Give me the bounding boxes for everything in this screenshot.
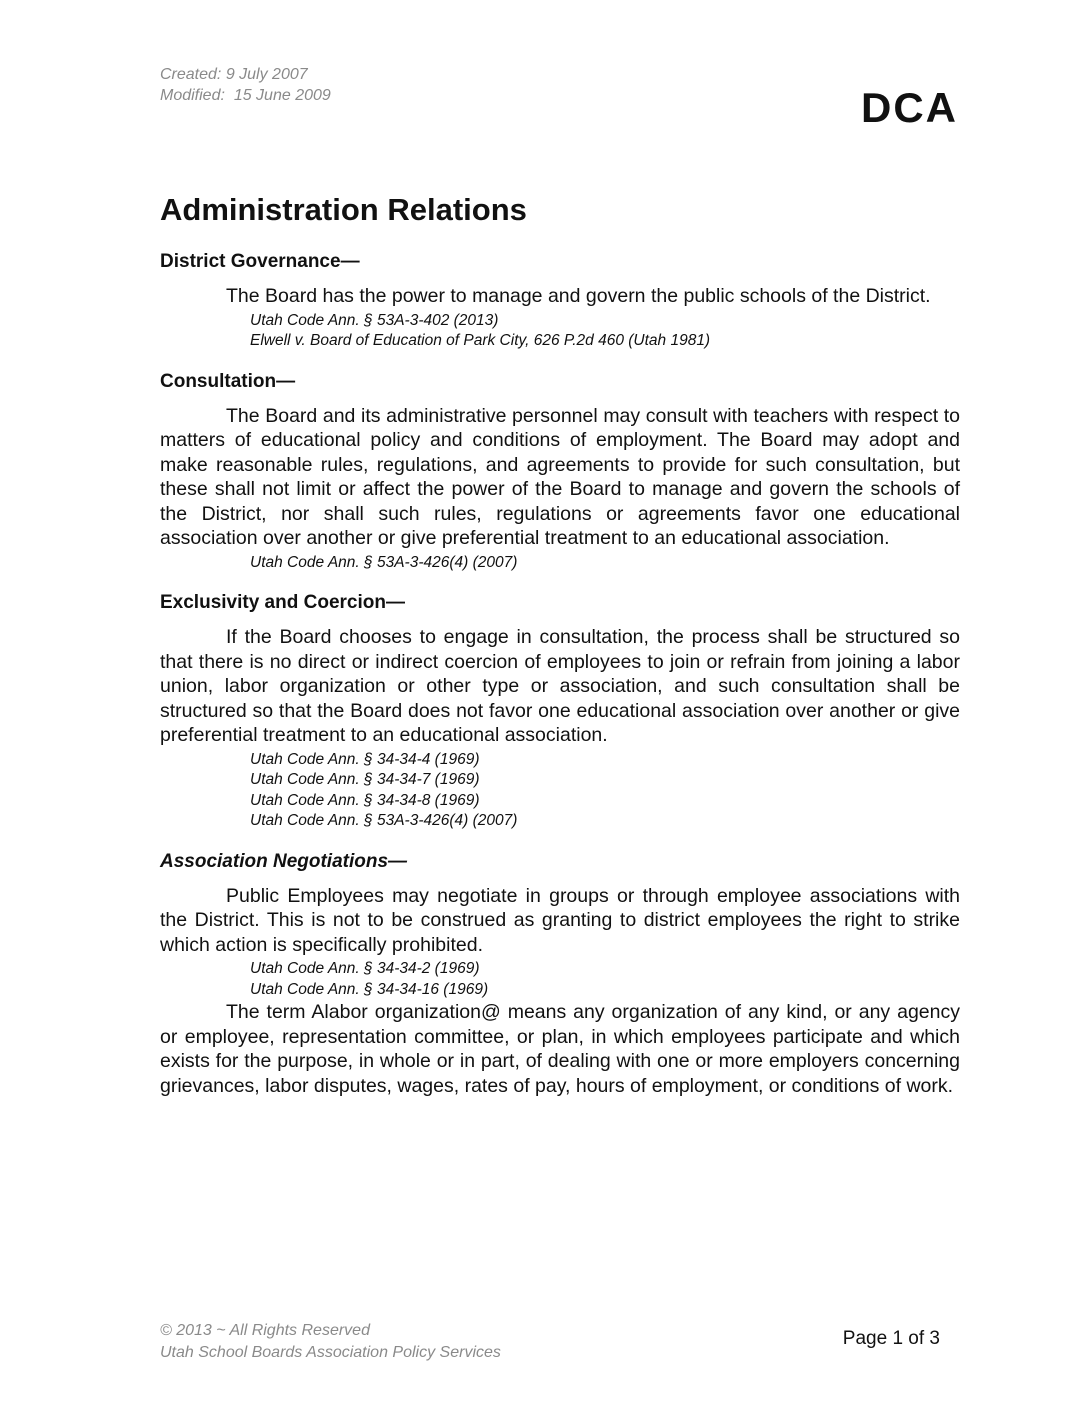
publisher-name: Utah School Boards Association Policy Services [160,1344,501,1361]
section-exclusivity-coercion [160,591,960,832]
section-paragraph: The Board has the power to manage and govern the public schools of the District. [226,285,931,307]
section-paragraph: The Board and its administrative personnel may consult with teachers with respect to matters of educational policy and conditions of employment. The Board may adopt and make reasonable rules, regulations, and agreements to provide for such consultation, but these shall not limit or affect the power of the Board to manage and govern the schools of the District, nor shall such rules, regulations or agreements favor one educational association over another or give preferential treatment to an educational association. [160,404,960,549]
section-heading: Consultation— [160,370,296,392]
citation: Utah Code Ann. § 34-34-4 (1969) [250,750,480,768]
citation: Utah Code Ann. § 34-34-8 (1969) [250,791,480,809]
section-heading: Exclusivity and Coercion— [160,592,405,613]
citation-list [250,311,960,352]
created-date: Created: 9 July 2007 [160,66,308,83]
citation-list [250,750,960,832]
policy-code: DCA [861,84,958,131]
citation-list [250,959,960,1000]
section-heading: Association Negotiations— [160,850,408,872]
section-paragraph: If the Board chooses to engage in consultation, the process shall be structured so that there is no direct or indirect coercion of employees to join or refrain from joining a labor union, labor organization or other type or association, and such consultation shall be structured so that the Board does not favor one educational association over another or give preferential treatment to an educational association. [160,626,960,746]
section-heading: District Governance— [160,251,360,272]
section-consultation [160,370,960,574]
citation: Utah Code Ann. § 53A-3-426(4) (2007) [250,812,518,829]
citation-list [250,553,960,574]
page-title: Administration Relations [160,192,527,227]
section-association-negotiations [160,850,960,1099]
section-district-governance [160,250,960,352]
citation: Utah Code Ann. § 34-34-2 (1969) [250,960,480,977]
citation: Utah Code Ann. § 34-34-16 (1969) [250,980,489,998]
section-paragraph-definition: The term Alabor organization@ means any organization of any kind, or any agency or employee, representation committee, or plan, in which employees participate and which exists for the purpose, in whole or in part, of dealing with one or more employers concerning grievances, labor disputes, wages, rates of pay, hours of employment, or conditions of work. [160,1001,960,1097]
page-number: Page 1 of 3 [842,1328,940,1349]
footer-credits [160,1320,501,1364]
copyright-notice: © 2013 ~ All Rights Reserved [160,1322,370,1339]
modified-date: Modified: 15 June 2009 [160,87,331,104]
document-dates [160,64,331,106]
citation: Utah Code Ann. § 34-34-7 (1969) [250,771,480,788]
section-paragraph: Public Employees may negotiate in groups or through employee associations with the District. This is not to be construed as granting to district employees the right to strike which action is specifically prohibited. [160,884,960,956]
citation: Utah Code Ann. § 53A-3-402 (2013) [250,311,499,329]
document-body [160,190,960,1116]
citation: Elwell v. Board of Education of Park City, 626 P.2d 460 (Utah 1981) [250,332,711,349]
citation: Utah Code Ann. § 53A-3-426(4) (2007) [250,553,518,571]
